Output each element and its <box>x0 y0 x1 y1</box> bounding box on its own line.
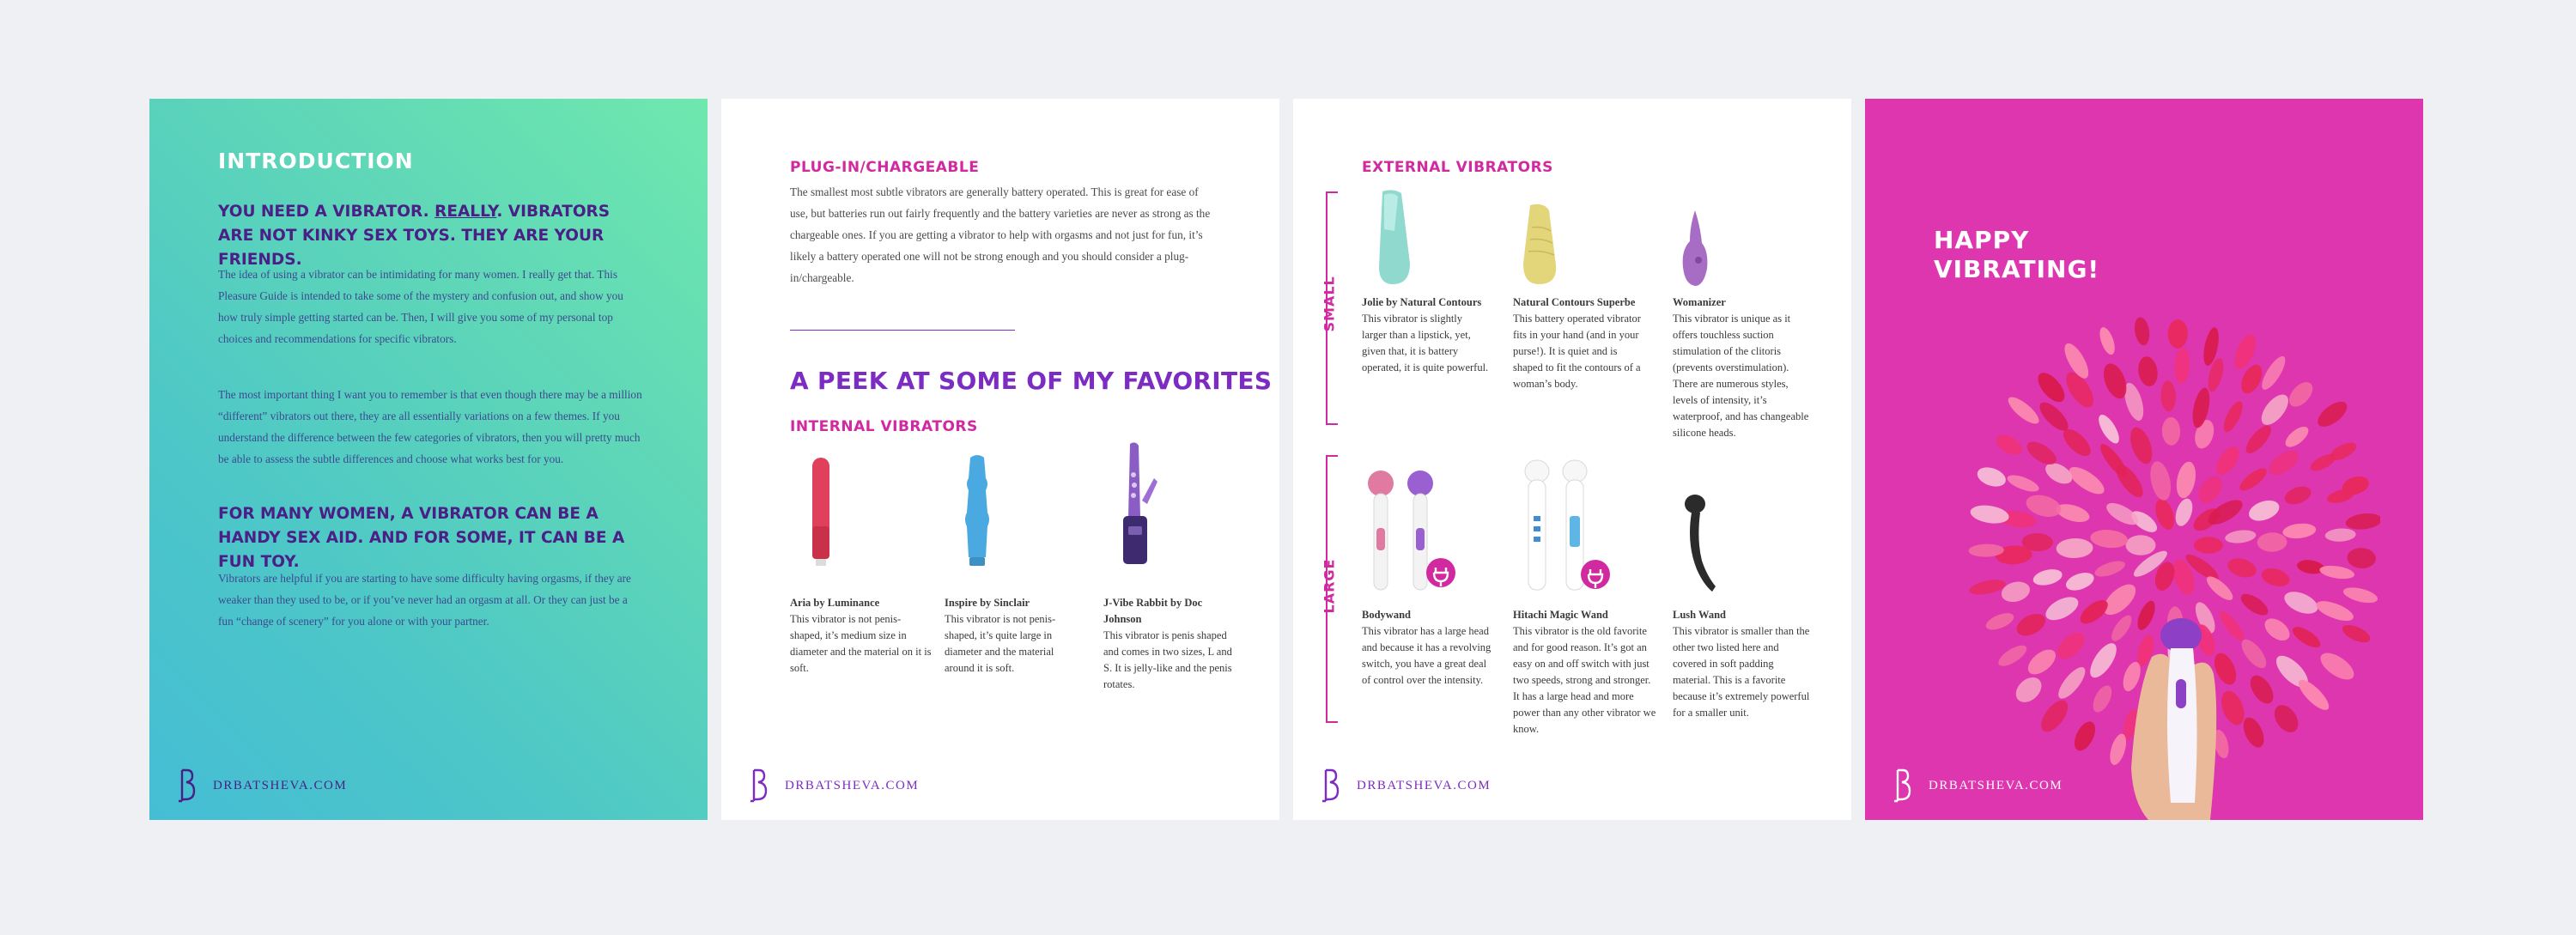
petal <box>2237 464 2270 495</box>
petal <box>2216 608 2248 644</box>
petal <box>2054 663 2090 702</box>
footer-site-link[interactable]: DRBATSHEVA.COM <box>213 778 348 792</box>
petal <box>2133 316 2152 346</box>
petal <box>2134 598 2158 633</box>
petal <box>2032 567 2064 588</box>
product-card <box>790 595 932 677</box>
petal <box>2035 398 2072 434</box>
logo-b-icon <box>175 767 199 804</box>
intro-paragraph-3: Vibrators are helpful if you are starting to have some difficulty having orgasms, if they are weaker than they used to be, or if you’ve never had an orgasm at all. Or they can just be a fun “change of scenery” for you alone or with your partner. <box>218 572 631 628</box>
logo-b-icon <box>747 767 771 804</box>
natural-contours-superbe-image <box>1518 202 1561 288</box>
petal <box>2282 522 2318 540</box>
petal <box>2324 528 2356 543</box>
petal <box>2011 672 2046 707</box>
petal <box>2296 558 2325 575</box>
petal <box>2013 610 2049 641</box>
hitachi-magic-wand-image <box>1513 456 1616 598</box>
small-label: SMALL <box>1321 276 1338 332</box>
petal <box>2203 573 2237 604</box>
closing-title <box>1934 226 2099 284</box>
petal <box>2261 614 2293 645</box>
petal <box>2282 423 2312 451</box>
petal <box>2224 529 2257 545</box>
product-card <box>1362 294 1489 376</box>
petal <box>2085 639 2121 682</box>
petal <box>1993 431 2026 459</box>
footer-site-link[interactable]: DRBATSHEVA.COM <box>1357 778 1492 792</box>
product-card <box>1513 294 1646 392</box>
intro-heading-1-a: YOU NEED A VIBRATOR. <box>218 203 435 221</box>
page-footer <box>1319 767 1491 804</box>
petal <box>2056 537 2093 558</box>
petal <box>2096 440 2131 481</box>
intro-title: INTRODUCTION <box>218 149 414 173</box>
petal <box>2070 719 2099 755</box>
product-card <box>1103 595 1232 693</box>
petal <box>2033 368 2069 407</box>
petal <box>2160 380 2177 412</box>
petal <box>2147 459 2174 502</box>
petal <box>2239 714 2269 750</box>
wand-head <box>2160 618 2202 653</box>
petal <box>2054 501 2092 525</box>
petal <box>2242 422 2275 457</box>
petal <box>2347 547 2377 569</box>
petal <box>2281 587 2321 618</box>
petal <box>2097 325 2117 356</box>
petal <box>2316 647 2358 684</box>
petal <box>2005 471 2041 495</box>
petal <box>2257 532 2287 552</box>
petal <box>2172 496 2196 528</box>
petal <box>2004 393 2043 428</box>
petal <box>2173 460 2198 500</box>
petal <box>2282 483 2313 508</box>
internal-vibrators-title: INTERNAL VIBRATORS <box>790 418 978 435</box>
intro-paragraph-2: The most important thing I want you to remember is that even though there may be a million “different” vibrators out there, they are all essentially variations on a few themes. If you understand the difference between the few categories of vibrators, then you will pretty much be able to assess the subtle differences and choose what works best for you. <box>218 388 642 465</box>
petal <box>2095 411 2123 446</box>
petal <box>2212 443 2244 478</box>
petal <box>2285 378 2318 411</box>
lush-wand-image <box>1678 492 1721 595</box>
product-name: Bodywand <box>1362 609 1411 621</box>
petal <box>2089 683 2116 715</box>
closing-title-line-1: HAPPY <box>1934 226 2030 254</box>
product-card <box>1362 607 1498 689</box>
petal <box>2345 512 2380 531</box>
page-footer <box>747 767 919 804</box>
product-name: Hitachi Magic Wand <box>1513 609 1608 621</box>
inspire-vibrator-image <box>960 452 994 569</box>
petal <box>2226 556 2259 581</box>
womanizer-image <box>1678 209 1714 288</box>
logo-b-icon <box>1891 767 1915 804</box>
product-name: Lush Wand <box>1673 609 1726 621</box>
happy-vibrating-page <box>1865 99 2423 820</box>
introduction-page <box>149 99 708 820</box>
wand-body <box>2167 648 2197 803</box>
petal <box>1968 577 2007 597</box>
petal <box>2257 353 2289 392</box>
bodywand-image <box>1362 468 1465 597</box>
footer-site-link[interactable]: DRBATSHEVA.COM <box>1929 778 2063 792</box>
petal <box>1984 610 2016 633</box>
closing-title-line-2: VIBRATING! <box>1934 255 2100 283</box>
intro-heading-2: FOR MANY WOMEN, A VIBRATOR CAN BE A HANDY SEX AID. AND FOR SOME, IT CAN BE A FUN TOY. <box>218 505 625 571</box>
petal <box>2340 622 2372 647</box>
petal <box>2259 565 2292 589</box>
petal <box>2264 446 2302 480</box>
product-description: This vibrator is not penis-shaped, it’s medium size in diameter and the material on it is soft. <box>790 613 932 674</box>
wand-button <box>2176 679 2186 708</box>
petal <box>2194 472 2227 507</box>
petal <box>2257 390 2293 429</box>
petal <box>2194 537 2223 554</box>
petal <box>2161 417 2180 446</box>
petal <box>2318 563 2355 580</box>
product-name: Inspire by Sinclair <box>945 597 1030 609</box>
product-name: Womanizer <box>1673 296 1726 308</box>
product-card <box>1673 294 1810 441</box>
petal <box>2313 397 2351 431</box>
petal <box>2174 348 2190 385</box>
divider <box>790 330 1015 331</box>
petal <box>2063 569 2096 594</box>
plugin-favorites-page <box>721 99 1279 820</box>
logo-b-icon <box>1319 767 1343 804</box>
product-description: This vibrator is penis shaped and comes in two sizes, L and S. It is jelly-like and the penis rotates. <box>1103 629 1232 690</box>
petal <box>2245 671 2278 707</box>
product-card <box>1673 607 1810 721</box>
product-name: Natural Contours Superbe <box>1513 296 1636 308</box>
product-name: Jolie by Natural Contours <box>1362 296 1482 308</box>
jolie-vibrator-image <box>1372 188 1415 289</box>
petal <box>2269 701 2303 737</box>
large-label: LARGE <box>1321 558 1338 614</box>
petal <box>1975 464 2008 490</box>
product-description: This vibrator is not penis-shaped, it’s quite large in diameter and the material around it is soft. <box>945 613 1056 674</box>
petal <box>2167 319 2188 349</box>
petal <box>2099 579 2141 620</box>
petal <box>2289 623 2324 652</box>
product-description: This vibrator is slightly larger than a lipstick, yet, given that, it is battery operated, it is quite powerful. <box>1362 313 1489 373</box>
product-description: This vibrator is smaller than the other two listed here and covered in soft padding material. This is a favorite because it’s extremely powerful for a smaller unit. <box>1673 625 1810 719</box>
plugin-title: PLUG-IN/CHARGEABLE <box>790 159 980 176</box>
external-vibrators-title: EXTERNAL VIBRATORS <box>1362 159 1553 176</box>
product-name: J-Vibe Rabbit by Doc Johnson <box>1103 597 1203 625</box>
petal-burst-image <box>1968 288 2380 820</box>
petal <box>2220 398 2246 434</box>
petal <box>2126 535 2156 556</box>
product-card <box>945 595 1086 677</box>
favorites-title: A PEEK AT SOME OF MY FAVORITES <box>790 367 1273 395</box>
jvibe-rabbit-image <box>1115 440 1163 569</box>
petal <box>2246 496 2282 525</box>
plugin-text: The smallest most subtle vibrators are generally battery operated. This is great for ease of use, but batteries run out fairly frequently and the battery varieties are never as strong as the chargeable ones. If you are getting a vibrator to help with orgasms and not just for fun, it’s likely a battery operated one will not be strong enough and you should consider a plug-in/chargeable. <box>790 185 1211 284</box>
petal <box>2313 597 2355 624</box>
product-description: This vibrator is unique as it offers touchless suction stimulation of the clitoris (prevents overstimulation). There are numerous styles, levels of intensity, it’s waterproof, and has changeable silicone heads. <box>1673 313 1809 439</box>
product-card <box>1513 607 1657 738</box>
product-name: Aria by Luminance <box>790 597 880 609</box>
footer-site-link[interactable]: DRBATSHEVA.COM <box>785 778 920 792</box>
petal <box>2024 645 2060 679</box>
petal <box>2294 676 2333 714</box>
petal <box>2093 558 2127 580</box>
petal <box>2052 628 2089 664</box>
intro-heading-1-c: . VIBRATORS ARE NOT KINKY SEX TOYS. THEY ARE YOUR FRIENDS. <box>218 203 611 269</box>
product-description: This battery operated vibrator fits in your hand (and in your purse!). It is quiet and is shaped to fit the contours of a woman’s body. <box>1513 313 1641 390</box>
petal <box>2126 424 2156 466</box>
petal <box>2036 695 2073 736</box>
petal <box>2238 590 2272 619</box>
page-footer <box>1891 767 2063 804</box>
petal <box>2108 612 2136 644</box>
petal <box>1996 641 2030 670</box>
product-description: This vibrator has a large head and because it has a revolving switch, you have a great deal of control over the intensity. <box>1362 625 1492 686</box>
petal <box>2342 585 2379 606</box>
petal <box>2237 635 2270 672</box>
product-description: This vibrator is the old favorite and for good reason. It’s got an easy on and off switch with just two speeds, strong and stronger. It has a large head and more power than any other vibrator we know. <box>1513 625 1656 735</box>
petal <box>2089 528 2129 549</box>
external-vibrators-page <box>1293 99 1851 820</box>
intro-heading-1-emphasis: REALLY <box>434 203 497 221</box>
intro-paragraph-1: The idea of using a vibrator can be intimidating for many women. I really get that. This Pleasure Guide is intended to take some of the mystery and confusion out, and show you how truly simple getting started can be. Then, I will give you some of my personal top choices and recommendations for specific vibrators. <box>218 268 623 345</box>
petal <box>2042 592 2082 625</box>
page-footer <box>175 767 347 804</box>
petal <box>2136 355 2160 388</box>
intro-heading-1 <box>218 200 630 272</box>
aria-vibrator-image <box>805 458 836 568</box>
